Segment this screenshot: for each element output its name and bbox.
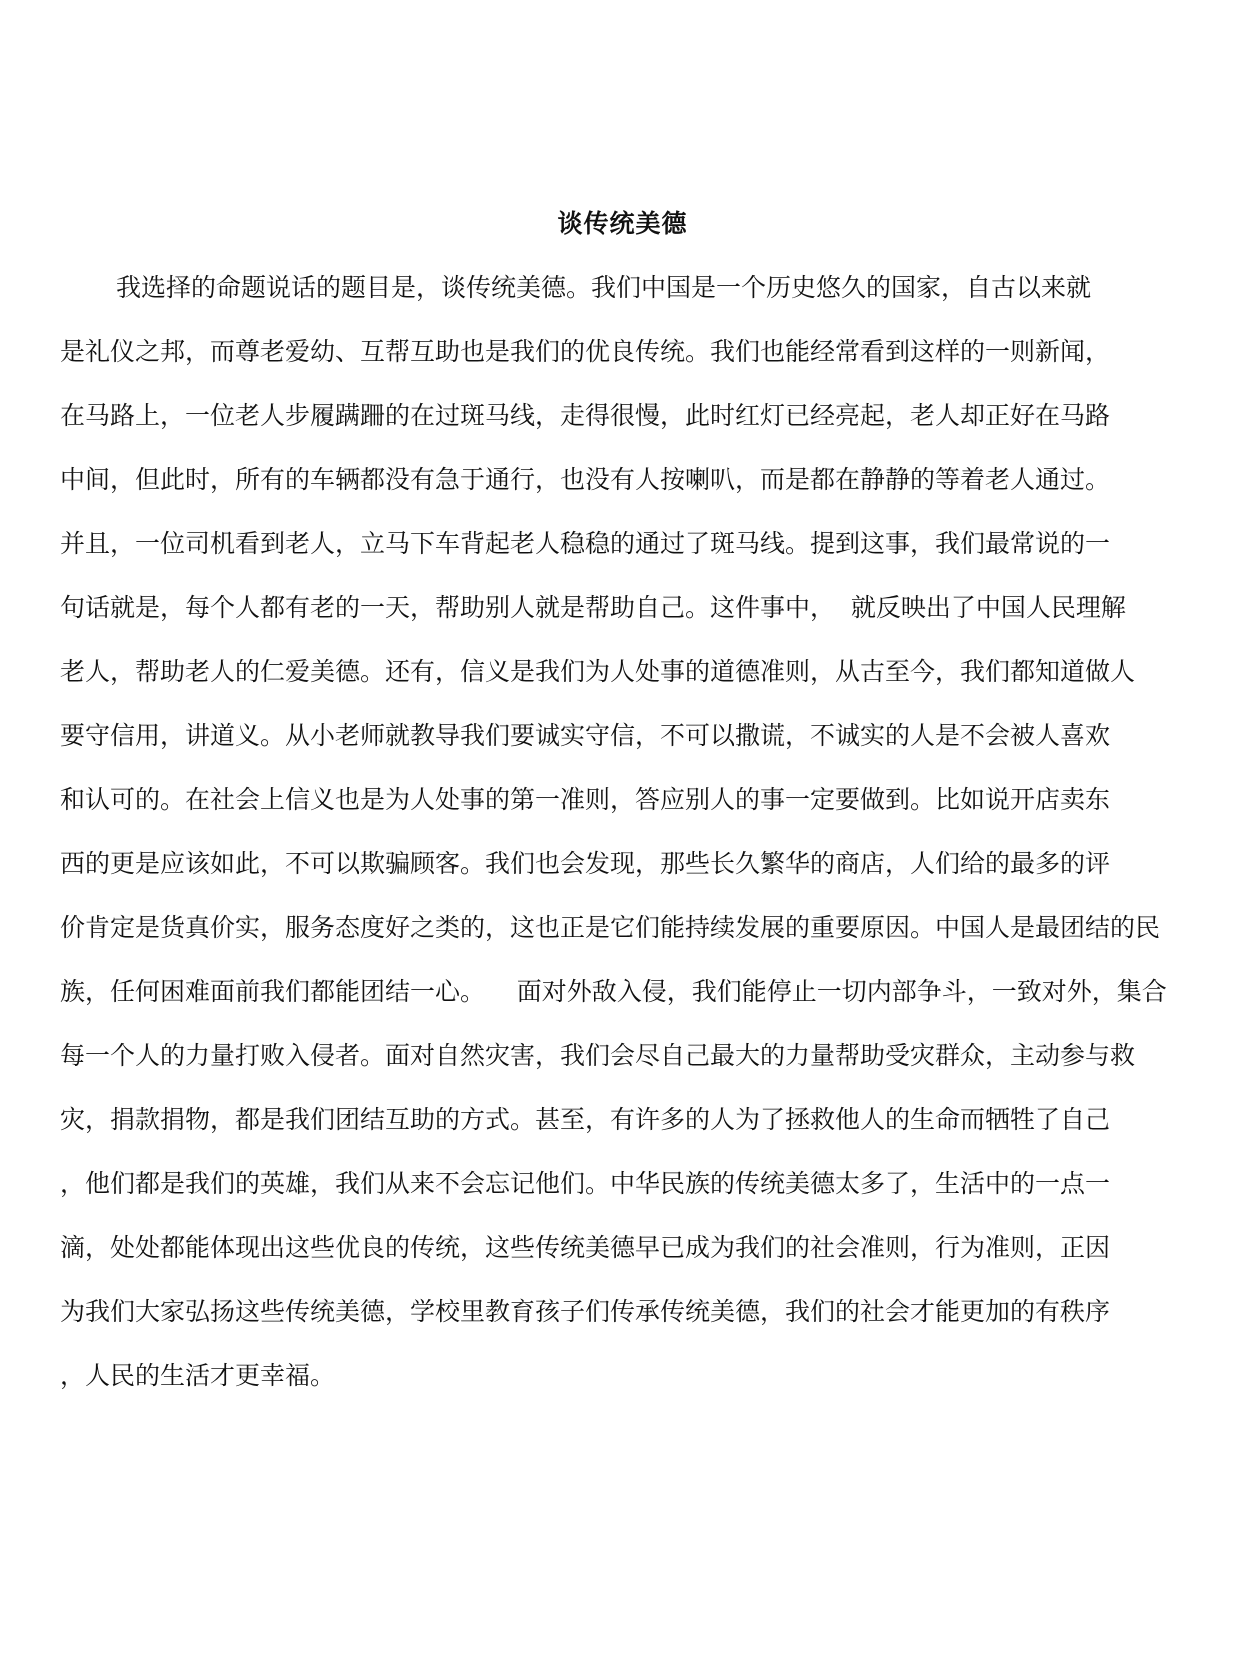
- body-line: 我选择的命题说话的题目是，谈传统美德。我们中国是一个历史悠久的国家，自古以来就: [116, 273, 1092, 302]
- document-title: 谈传统美德: [557, 209, 688, 238]
- body-line: 要守信用，讲道义。从小老师就教导我们要诚实守信，不可以撒谎，不诚实的人是不会被人喜欢: [60, 721, 1111, 750]
- body-line: 老人，帮助老人的仁爱美德。还有，信义是我们为人处事的道德准则，从古至今，我们都知道做人: [60, 657, 1136, 686]
- body-line: 和认可的。在社会上信义也是为人处事的第一准则，答应别人的事一定要做到。比如说开店卖东: [60, 785, 1111, 814]
- body-line: ，人民的生活才更幸福。: [60, 1361, 336, 1390]
- body-line: 并且，一位司机看到老人，立马下车背起老人稳稳的通过了斑马线。提到这事，我们最常说的一: [60, 529, 1111, 558]
- body-line: 族，任何困难面前我们都能团结一心。 面对外敌入侵，我们能停止一切内部争斗，一致对外，集合: [60, 977, 1167, 1006]
- body-line: 价肯定是货真价实，服务态度好之类的，这也正是它们能持续发展的重要原因。中国人是最团结的民: [60, 913, 1161, 942]
- document-body: [60, 266, 1200, 1418]
- body-line: 滴，处处都能体现出这些优良的传统，这些传统美德早已成为我们的社会准则，行为准则，正因: [60, 1233, 1111, 1262]
- body-line: ，他们都是我们的英雄，我们从来不会忘记他们。中华民族的传统美德太多了，生活中的一点一: [60, 1169, 1111, 1198]
- body-line: 为我们大家弘扬这些传统美德，学校里教育孩子们传承传统美德，我们的社会才能更加的有秩序: [60, 1297, 1111, 1326]
- body-line: 西的更是应该如此，不可以欺骗顾客。我们也会发现，那些长久繁华的商店，人们给的最多的评: [60, 849, 1111, 878]
- body-line: 句话就是，每个人都有老的一天，帮助别人就是帮助自己。这件事中， 就反映出了中国人民理解: [60, 593, 1126, 622]
- body-line: 在马路上，一位老人步履蹒跚的在过斑马线，走得很慢，此时红灯已经亮起，老人却正好在马路: [60, 401, 1111, 430]
- body-line: 是礼仪之邦，而尊老爱幼、互帮互助也是我们的优良传统。我们也能经常看到这样的一则新闻，: [60, 337, 1111, 366]
- body-line: 中间，但此时，所有的车辆都没有急于通行，也没有人按喇叭，而是都在静静的等着老人通过。: [60, 465, 1111, 494]
- body-line: 灾，捐款捐物，都是我们团结互助的方式。甚至，有许多的人为了拯救他人的生命而牺牲了自己: [60, 1105, 1111, 1134]
- body-line: 每一个人的力量打败入侵者。面对自然灾害，我们会尽自己最大的力量帮助受灾群众，主动参与救: [60, 1041, 1136, 1070]
